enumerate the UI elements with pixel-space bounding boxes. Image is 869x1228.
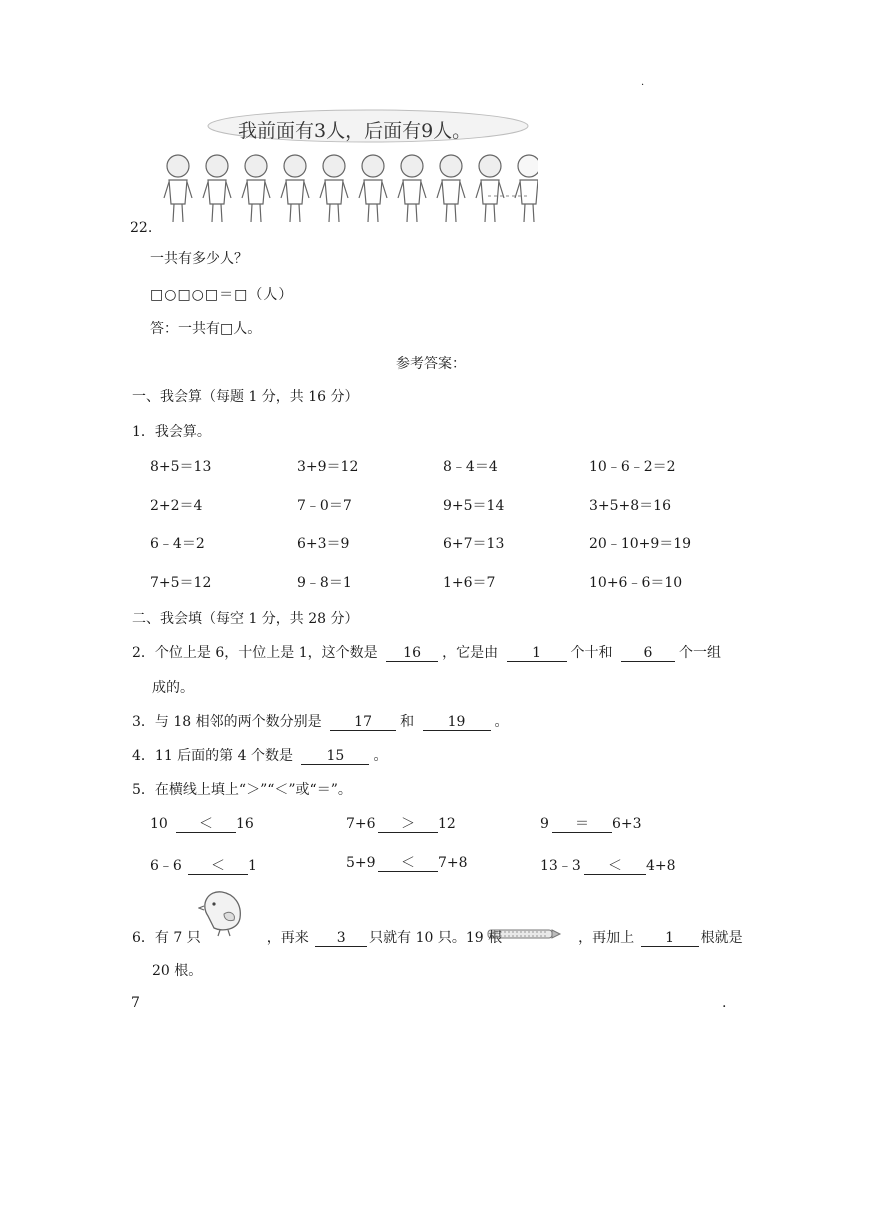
q2-text-e: 个一组 [678,645,721,661]
comparison-item [346,816,456,833]
calc-item: 2+2＝4 [150,498,203,514]
calc-item: 7+5＝12 [150,575,212,591]
child-figure [320,155,348,222]
q4-line [132,745,387,765]
section1-title: 一、我会算（每题 1 分，共 16 分） [132,389,359,405]
q4-blank-1: 15 [301,748,369,765]
q6-blank-1: 3 [315,930,367,947]
q22-question: 一共有多少人？ [150,251,248,267]
calc-item: 7﹣0＝7 [297,498,352,514]
q22-number: 22. [130,220,153,236]
child-figure [242,155,270,222]
footer-dot: . [722,995,727,1011]
q6-text-c: 只就有 10 只。19 根 [369,930,503,946]
calc-item: 10+6﹣6＝10 [589,575,683,591]
child-figure [398,155,426,222]
child-figure [437,155,465,222]
comparison-blank: ＜ [188,858,248,875]
q6-line2: 20 根。 [152,963,203,979]
q2-text-c: ，它是由 [442,645,499,661]
q1-label: 1．我会算。 [132,424,211,440]
calc-item: 3+5+8＝16 [589,498,671,514]
comparison-left: 9 [540,816,549,832]
q2-blank-3: 6 [621,645,675,662]
q2-line1 [132,642,721,662]
comparison-right: 4+8 [646,858,676,874]
q3-blank-2: 19 [423,714,491,731]
calc-item: 8+5＝13 [150,459,212,475]
q22-answer: 答：一共有□人。 [150,321,262,337]
comparison-blank: ＜ [378,855,438,872]
comparison-item [540,855,676,875]
q3-text-a: 3．与 18 相邻的两个数分别是 [132,714,322,730]
calc-item: 8﹣4＝4 [443,459,498,475]
comparison-left: 5+9 [346,855,376,871]
comparison-blank: ＝ [552,816,612,833]
q6-line1 [132,927,743,947]
comparison-right: 12 [438,816,456,832]
comparison-right: 16 [236,816,254,832]
q2-blank-1: 16 [386,645,438,662]
q6-text-e: 根就是 [700,930,743,946]
child-figure [164,155,192,222]
child-figure [515,155,538,222]
child-figure [476,155,504,222]
comparison-item [346,855,468,872]
calc-item: 3+9＝12 [297,459,359,475]
child-figure [281,155,309,222]
child-figure [359,155,387,222]
children-queue-illustration [158,104,538,232]
q3-text-d: 。 [494,714,509,730]
calc-item: 9﹣8＝1 [297,575,352,591]
calc-item: 9+5＝14 [443,498,505,514]
calc-item: 10﹣6﹣2＝2 [589,459,676,475]
q5-title: 5．在横线上填上“＞”“＜”或“＝”。 [132,782,352,798]
q6-text-b: ，再来 [266,930,309,946]
q4-text-a: 4．11 后面的第 4 个数是 [132,748,293,764]
comparison-blank: ＜ [584,858,646,875]
comparison-item [150,855,257,875]
q2-line2: 成的。 [152,680,194,696]
top-dot: · [641,80,645,91]
q2-blank-2: 1 [507,645,567,662]
q2-text-d: 个十和 [570,645,613,661]
q22-equation: □○□○□＝□（人） [150,287,294,303]
page-number: 7 [131,995,140,1011]
q6-blank-2: 1 [641,930,699,947]
speech-bubble-text: 我前面有3人，后面有9人。 [238,120,472,142]
q3-line [132,711,509,731]
calc-item: 6+7＝13 [443,536,505,552]
calc-item: 6﹣4＝2 [150,536,205,552]
comparison-right: 1 [248,858,257,874]
comparison-right: 6+3 [612,816,642,832]
q4-text-c: 。 [373,748,388,764]
comparison-left: 6﹣6 [150,858,182,874]
comparison-left: 13﹣3 [540,858,581,874]
q6-text-a: 6．有 7 只 [132,930,201,946]
comparison-right: 7+8 [438,855,468,871]
comparison-blank: ＜ [176,816,236,833]
q2-text-a: 2．个位上是 6，十位上是 1，这个数是 [132,645,378,661]
q3-text-c: 和 [400,714,415,730]
calc-item: 6+3＝9 [297,536,350,552]
child-figure [203,155,231,222]
calc-item: 20﹣10+9＝19 [589,536,692,552]
comparison-blank: ＞ [378,816,438,833]
comparison-item [540,816,642,833]
comparison-item [150,816,254,833]
q6-text-d: ，再加上 [578,930,635,946]
q3-blank-1: 17 [330,714,396,731]
comparison-left: 10 [150,816,168,832]
section2-title: 二、我会填（每空 1 分，共 28 分） [132,611,359,627]
answers-title: 参考答案： [396,356,466,372]
calc-item: 1+6＝7 [443,575,496,591]
comparison-left: 7+6 [346,816,376,832]
